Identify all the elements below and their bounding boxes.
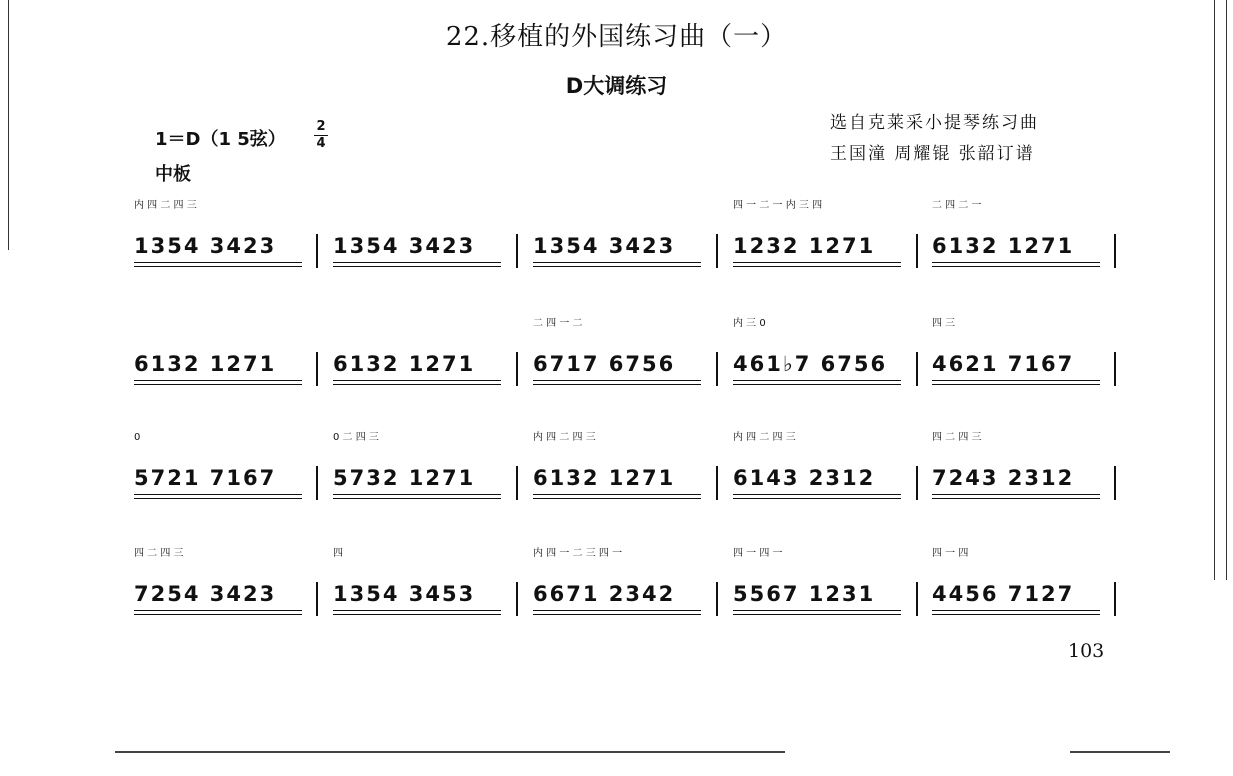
measure [932,432,1100,502]
bar-line [316,234,318,268]
beam-line [533,262,701,263]
measure [333,432,501,502]
measure-notes: 6132 1271 [932,234,1075,258]
measure-notes: 1354 3423 [134,234,277,258]
section-subtitle: D大调练习 [565,74,668,98]
measure [932,548,1100,618]
time-signature-top: 2 [316,119,326,134]
beam-line [134,266,302,267]
measure [134,318,302,388]
measure [333,548,501,618]
measure [533,548,701,618]
beam-line [333,494,501,495]
beam-line [932,610,1100,611]
measure-notes: 4456 7127 [932,582,1075,606]
attribution-editors: 王国潼 周耀锟 张韶订谱 [830,144,1035,164]
beam-line [932,614,1100,615]
fingering-marks: 四 二 四 三 [134,548,184,559]
page-edge-left [8,0,9,250]
beam-line [733,614,901,615]
measure [733,200,901,270]
fingering-marks: 内 三 0 [733,318,766,329]
beam-line [733,498,901,499]
bar-line [916,582,918,616]
bar-line [516,582,518,616]
page-edge-right-outer [1226,0,1227,580]
measure [932,200,1100,270]
beam-line [333,384,501,385]
beam-line [134,498,302,499]
bar-line [516,234,518,268]
measure-notes: 1232 1271 [733,234,876,258]
measure [533,432,701,502]
beam-line [932,384,1100,385]
measure [733,548,901,618]
measure-notes: 6132 1271 [333,352,476,376]
measure-notes: 6717 6756 [533,352,676,376]
measure-notes: 6143 2312 [733,466,876,490]
beam-line [333,610,501,611]
fingering-marks: 四 一 四 一 [733,548,783,559]
fingering-marks: 四 一 二 一 内 三 四 [733,200,823,211]
measure-notes: 6132 1271 [134,352,277,376]
beam-line [134,494,302,495]
measure-notes: 1354 3423 [533,234,676,258]
beam-line [533,384,701,385]
beam-line [932,262,1100,263]
beam-line [733,380,901,381]
measure-notes: 5567 1231 [733,582,876,606]
time-signature-bottom: 4 [316,136,326,151]
page-title: 22.移植的外国练习曲（一） [445,22,788,52]
measure [134,548,302,618]
beam-line [134,384,302,385]
measure [134,432,302,502]
beam-line [333,498,501,499]
beam-line [932,494,1100,495]
fingering-marks: 二 四 二 一 [932,200,982,211]
beam-line [333,380,501,381]
beam-line [333,266,501,267]
bottom-rule-left [115,751,785,753]
beam-line [134,614,302,615]
fingering-marks: 0 [134,432,141,443]
fingering-marks: 内 四 二 四 三 [533,432,596,443]
bar-line [1114,582,1116,616]
measure [333,200,501,270]
beam-line [932,380,1100,381]
measure-notes: 5732 1271 [333,466,476,490]
measure-notes: 5721 7167 [134,466,277,490]
beam-line [733,266,901,267]
bar-line [316,466,318,500]
measure [733,318,901,388]
fingering-marks: 二 四 一 二 [533,318,583,329]
attribution-source: 选自克莱采小提琴练习曲 [830,113,1039,133]
beam-line [733,610,901,611]
beam-line [134,610,302,611]
measure [533,200,701,270]
measure [733,432,901,502]
measure [932,318,1100,388]
measure-notes: 7243 2312 [932,466,1075,490]
measure [533,318,701,388]
tempo-marking: 中板 [155,164,191,185]
bar-line [316,582,318,616]
measure-notes: 1354 3423 [333,234,476,258]
bar-line [1114,234,1116,268]
measure-notes: 4621 7167 [932,352,1075,376]
page-edge-right [1214,0,1215,580]
bar-line [916,234,918,268]
bar-line [516,352,518,386]
fingering-marks: 内 四 二 四 三 [733,432,796,443]
beam-line [333,262,501,263]
bar-line [716,234,718,268]
measure [134,200,302,270]
bar-line [716,466,718,500]
beam-line [533,610,701,611]
measure-notes: 6132 1271 [533,466,676,490]
fingering-marks: 内 四 二 四 三 [134,200,197,211]
time-signature [314,120,328,151]
fingering-marks: 0 二 四 三 [333,432,379,443]
fingering-marks: 四 二 四 三 [932,432,982,443]
bar-line [716,582,718,616]
fingering-marks: 四 三 [932,318,956,329]
measure-notes: 1354 3453 [333,582,476,606]
fingering-marks: 四 一 四 [932,548,969,559]
fingering-marks: 内 四 一 二 三 四 一 [533,548,623,559]
bar-line [1114,352,1116,386]
beam-line [134,380,302,381]
beam-line [932,498,1100,499]
bar-line [1114,466,1116,500]
bar-line [716,352,718,386]
bar-line [916,466,918,500]
measure-notes: 7254 3423 [134,582,277,606]
beam-line [134,262,302,263]
beam-line [533,498,701,499]
beam-line [733,262,901,263]
bottom-rule-right [1070,751,1170,753]
beam-line [533,494,701,495]
bar-line [916,352,918,386]
beam-line [533,266,701,267]
page-number: 103 [1068,640,1105,662]
bar-line [516,466,518,500]
beam-line [932,266,1100,267]
beam-line [333,614,501,615]
bar-line [316,352,318,386]
fingering-marks: 四 [333,548,343,559]
measure-notes: 461♭7 6756 [733,352,888,376]
beam-line [533,614,701,615]
beam-line [533,380,701,381]
beam-line [733,494,901,495]
beam-line [733,384,901,385]
measure [333,318,501,388]
key-signature: 1＝D（1 5弦） [155,129,286,150]
measure-notes: 6671 2342 [533,582,676,606]
